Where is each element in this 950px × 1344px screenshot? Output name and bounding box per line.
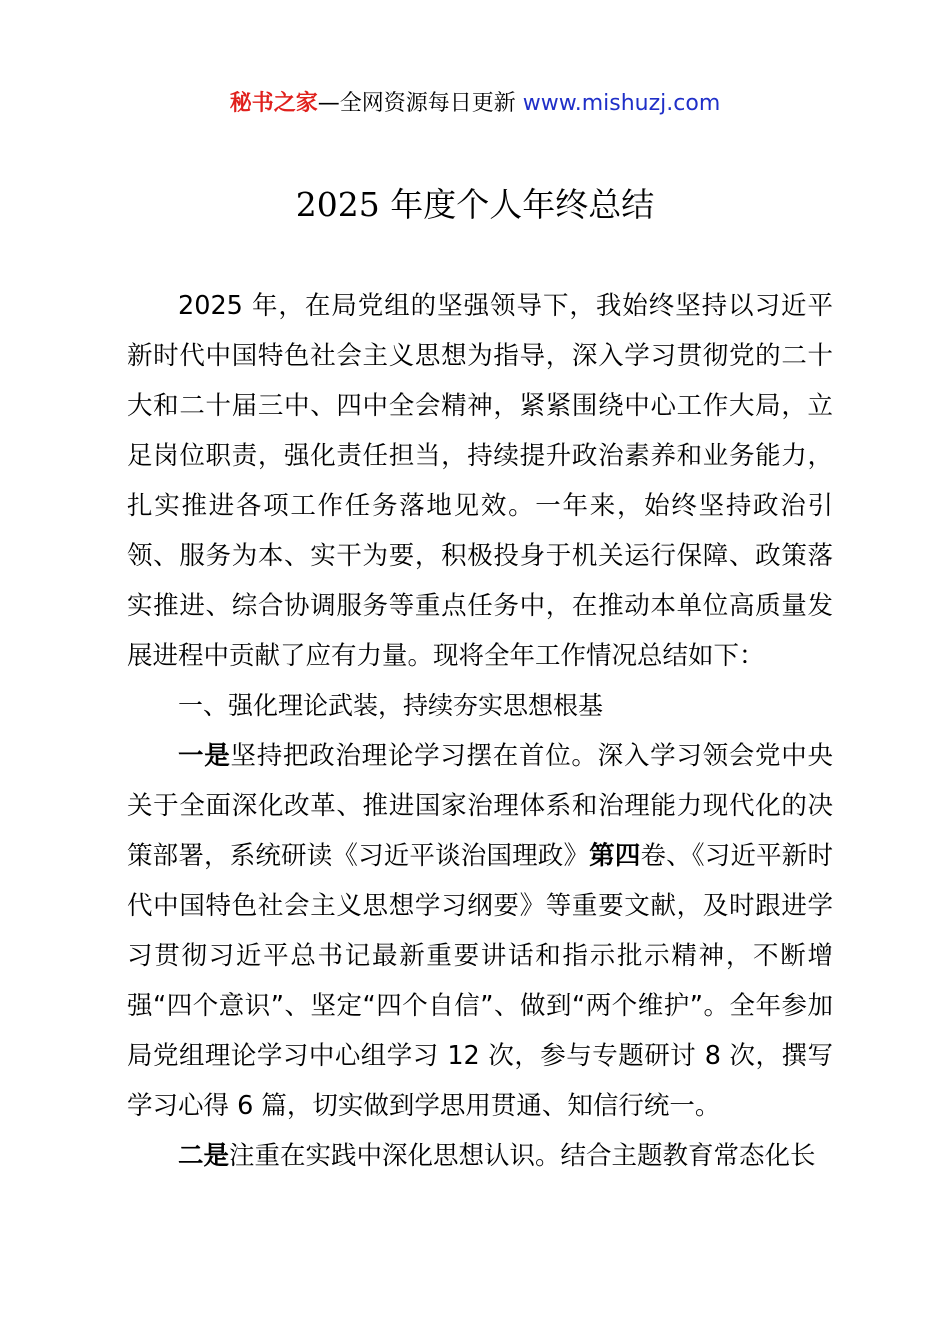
document-title: 2025 年度个人年终总结 xyxy=(295,185,655,224)
header-tagline: —全网资源每日更新 xyxy=(317,91,523,116)
paragraph-text: 注重在实践中深化思想认识。结合主题教育常态化长 xyxy=(229,1141,816,1171)
intro-paragraph: 2025 年，在局党组的坚强领导下，我始终坚持以习近平新时代中国特色社会主义思想为指导，深入学习贯彻党的二十大和二十届三中、四中全会精神，紧紧围绕中心工作大局，立足岗位职责，强化责任担当，持续提升政治素养和业务能力，扎实推进各项工作任务落地见效。一年来，始终坚持政治引领、服务为本、实干为要，积极投身于机关运行保障、政策落实推进、综合协调服务等重点任务中，在推动本单位高质量发展进程中贡献了应有力量。现将全年工作情况总结如下： xyxy=(127,291,833,671)
paragraph-lead: 二是 xyxy=(178,1141,230,1171)
document-body xyxy=(127,281,833,1181)
site-url-link[interactable]: www.mishuzj.com xyxy=(522,91,721,116)
paragraph-text: 卷、《习近平新时代中国特色社会主义思想学习纲要》等重要文献，及时跟进学习贯彻习近平总书记最新重要讲话和指示批示精神，不断增强“四个意识”、坚定“四个自信”、做到“两个维护”。全年参加局党组理论学习中心组学习 12 次，参与专题研讨 8 次，撰写学习心得 6 篇，切实做到学思用贯通、知信行统一。 xyxy=(127,841,833,1121)
paragraph-text: 坚持把政治理论学习摆在首位。深入学习领会党中央关于全面深化改革、推进国家治理体系和治理能力现代化的决策部署，系统研读《习近平谈治国理政》 xyxy=(127,741,833,871)
section1-paragraph-2 xyxy=(127,1131,833,1181)
paragraph-bold-text: 第四 xyxy=(589,841,641,871)
brand-name: 秘书之家 xyxy=(229,91,318,116)
section-heading-1: 一、强化理论武装，持续夯实思想根基 xyxy=(178,691,604,720)
paragraph-lead: 一是 xyxy=(178,741,231,771)
section1-paragraph-1 xyxy=(127,731,833,1131)
site-header xyxy=(0,88,950,120)
